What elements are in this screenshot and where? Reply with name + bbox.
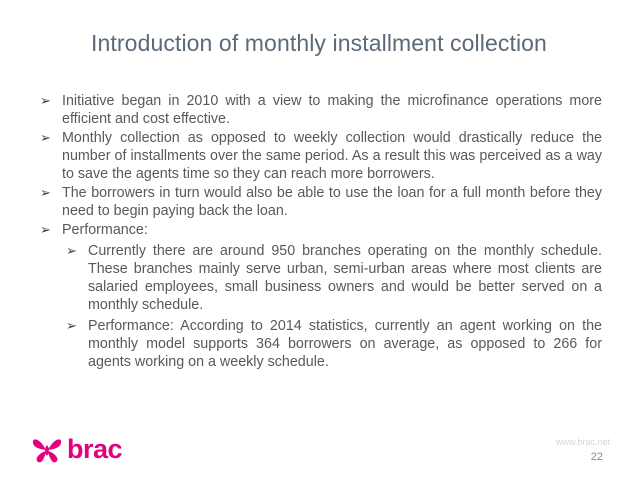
brac-logo <box>30 434 122 465</box>
sub-bullet-text: Currently there are around 950 branches operating on the monthly schedule. These branches mainly serve urban, semi-urban areas where most clients are salaried employees, small business owners and would be better served on a monthly schedule. <box>88 243 602 313</box>
arrow-bullet-icon: ➢ <box>66 318 77 333</box>
brac-butterfly-icon <box>30 435 64 465</box>
arrow-bullet-icon: ➢ <box>66 243 77 258</box>
arrow-bullet-icon: ➢ <box>40 130 51 145</box>
arrow-bullet-icon: ➢ <box>40 185 51 200</box>
bullet-text: Initiative began in 2010 with a view to making the microfinance operations more efficient and cost effective. <box>62 93 602 127</box>
bullet-item <box>40 129 602 183</box>
arrow-bullet-icon: ➢ <box>40 93 51 108</box>
brac-logo-text: brac <box>67 434 123 464</box>
bullet-item <box>40 221 602 239</box>
page-number: 22 <box>590 451 603 463</box>
bullet-text: Performance: <box>62 222 148 238</box>
bullet-item <box>40 92 602 128</box>
sub-bullet-item <box>66 317 602 371</box>
sub-bullet-text: Performance: According to 2014 statistics, currently an agent working on the monthly model supports 364 borrowers on average, as opposed to 266 for agents working on a weekly schedule. <box>88 318 602 370</box>
bullet-text: The borrowers in turn would also be able to use the loan for a full month before they need to begin paying back the loan. <box>62 185 602 219</box>
bullet-text: Monthly collection as opposed to weekly collection would drastically reduce the number of installments over the same period. As a result this was perceived as a way to save the agents time so they can reach more borrowers. <box>62 130 602 182</box>
slide-content <box>40 92 602 372</box>
website-url: www.brac.net <box>555 437 610 447</box>
slide-title: Introduction of monthly installment collection <box>91 30 547 56</box>
sub-bullet-item <box>66 242 602 314</box>
bullet-item <box>40 184 602 220</box>
arrow-bullet-icon: ➢ <box>40 222 51 237</box>
